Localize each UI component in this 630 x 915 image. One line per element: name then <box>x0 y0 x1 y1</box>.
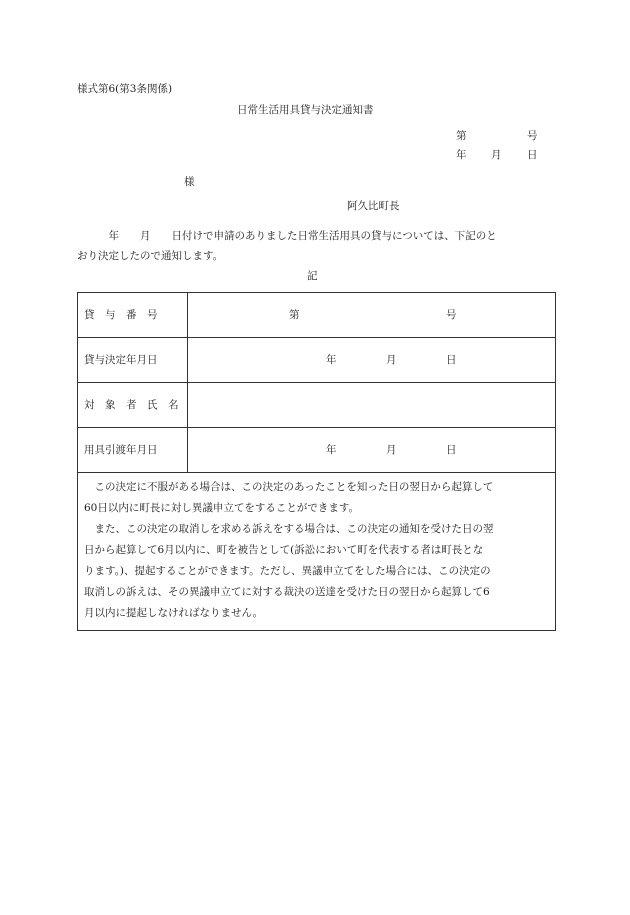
notes-line: ります。)、提起することができます。ただし、異議申立てをした場合には、この決定の <box>84 565 491 577</box>
row-label: 用具引渡年月日 <box>78 428 188 473</box>
issue-date-month: 月 <box>491 149 502 161</box>
appeal-notes <box>78 473 556 631</box>
table-row-loan-number <box>78 293 556 338</box>
delivery-date-month: 月 <box>386 443 397 456</box>
body-line: おり決定したので通知します。 <box>77 250 224 262</box>
notes-line: 月以内に提起しなければなりません。 <box>84 607 264 619</box>
notes-line: また、この決定の取消しを求める訴えをする場合は、この決定の通知を受けた日の翌 <box>84 523 494 535</box>
row-value <box>188 338 556 383</box>
table-row-recipient-name <box>78 383 556 428</box>
row-value <box>188 428 556 473</box>
delivery-date-year: 年 <box>326 443 337 456</box>
form-number-label: 様式第6(第3条関係) <box>77 83 173 95</box>
row-label: 貸 与 番 号 <box>78 293 188 338</box>
notes-line: この決定に不服がある場合は、この決定のあったことを知った日の翌日から起算して <box>84 481 494 493</box>
decision-date-month: 月 <box>386 353 397 366</box>
row-value <box>188 293 556 338</box>
addressee-honorific: 様 <box>184 176 195 188</box>
decision-table <box>77 292 556 631</box>
ki-heading: 記 <box>307 270 318 282</box>
document-number-prefix: 第 <box>456 130 467 142</box>
row-label: 貸与決定年月日 <box>78 338 188 383</box>
body-paragraph <box>77 226 556 266</box>
issue-date-year: 年 <box>456 149 467 161</box>
loan-number-suffix: 号 <box>446 308 457 321</box>
delivery-date-day: 日 <box>446 443 457 456</box>
notes-line: 取消しの訴えは、その異議申立てに対する裁決の送達を受けた日の翌日から起算して6 <box>84 586 490 598</box>
document-title: 日常生活用具貸与決定通知書 <box>237 104 374 116</box>
issue-date-day: 日 <box>527 149 538 161</box>
table-row-delivery-date <box>78 428 556 473</box>
decision-date-year: 年 <box>326 353 337 366</box>
row-label: 対 象 者 氏 名 <box>78 383 188 428</box>
decision-date-day: 日 <box>446 353 457 366</box>
loan-number-prefix: 第 <box>289 308 300 321</box>
table-row-decision-date <box>78 338 556 383</box>
issuer-name: 阿久比町長 <box>347 200 400 212</box>
notes-line: 日から起算して6月以内に、町を被告として(訴訟において町を代表する者は町長とな <box>84 544 484 556</box>
table-row-notes <box>78 473 556 631</box>
document-number-suffix: 号 <box>527 130 538 142</box>
row-value <box>188 383 556 428</box>
body-line: 年 月 日付けで申請のありました日常生活用具の貸与については、下記のと <box>77 230 497 242</box>
notes-line: 60日以内に町長に対し異議申立てをすることができます。 <box>84 502 360 514</box>
